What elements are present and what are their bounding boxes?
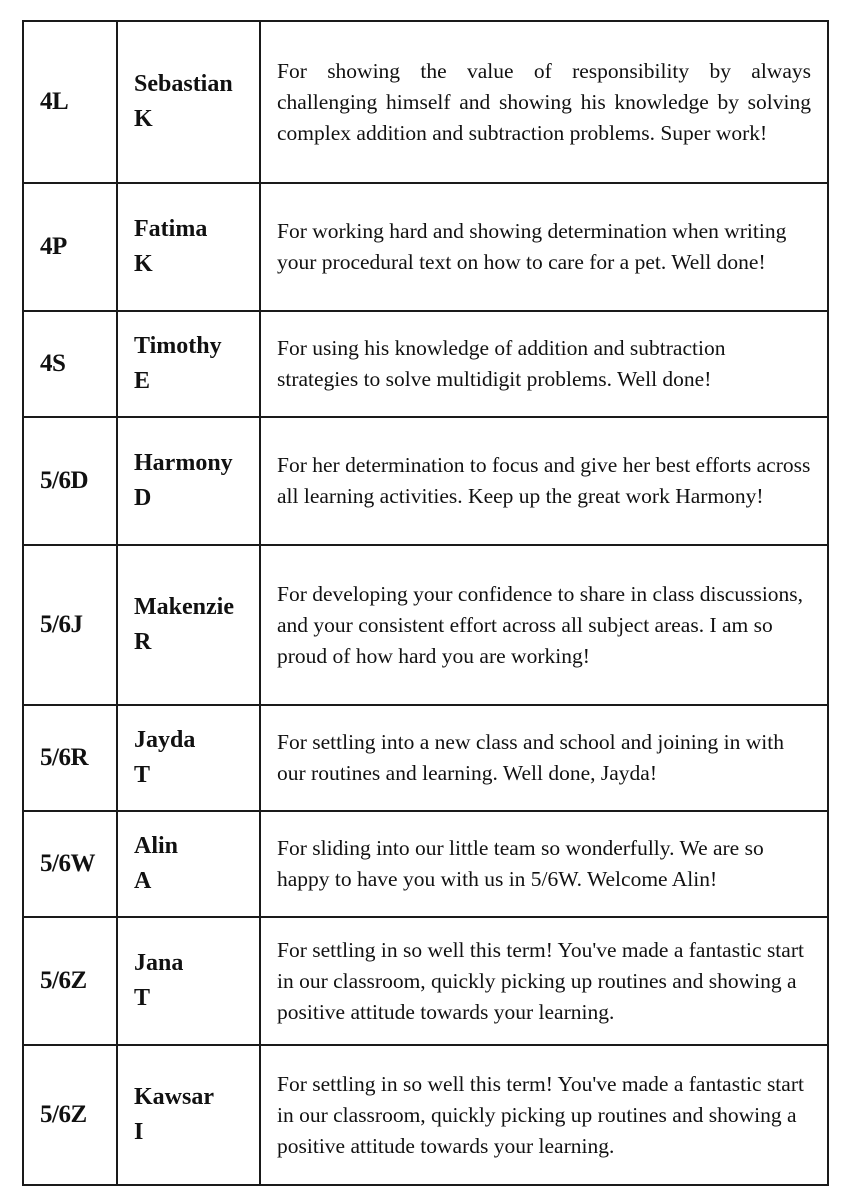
student-last-initial: A: [134, 868, 152, 894]
award-row: [23, 1045, 828, 1185]
student-last-initial: E: [134, 368, 151, 394]
award-reason-cell: For working hard and showing determination when writing your procedural text on how to care for a pet. Well done!: [260, 183, 828, 311]
award-row: [23, 21, 828, 183]
student-first-name: Fatima: [134, 216, 208, 242]
student-last-initial: T: [134, 985, 151, 1011]
award-reason-cell: For settling into a new class and school and joining in with our routines and learning. Well done, Jayda!: [260, 705, 828, 811]
student-first-name: Alin: [134, 833, 179, 859]
award-row: [23, 311, 828, 417]
student-name-cell: [117, 311, 260, 417]
award-reason-cell: For settling in so well this term! You've made a fantastic start in our classroom, quickly picking up routines and showing a positive attitude towards your learning.: [260, 917, 828, 1045]
student-name-cell: [117, 811, 260, 917]
award-row: [23, 705, 828, 811]
class-cell: 5/6Z: [23, 917, 117, 1045]
student-last-initial: K: [134, 106, 153, 132]
award-reason-cell: For using his knowledge of addition and subtraction strategies to solve multidigit problems. Well done!: [260, 311, 828, 417]
class-cell: 5/6R: [23, 705, 117, 811]
class-cell: 4L: [23, 21, 117, 183]
student-last-initial: D: [134, 485, 152, 511]
student-name-cell: [117, 21, 260, 183]
student-last-initial: K: [134, 251, 153, 277]
award-reason-cell: For developing your confidence to share in class discussions, and your consistent effort across all subject areas. I am so proud of how hard you are working!: [260, 545, 828, 705]
class-cell: 5/6W: [23, 811, 117, 917]
student-first-name: Kawsar: [134, 1084, 214, 1110]
student-name-cell: [117, 705, 260, 811]
student-first-name: Jana: [134, 950, 184, 976]
class-cell: 4S: [23, 311, 117, 417]
student-first-name: Harmony: [134, 450, 233, 476]
award-reason-cell: For her determination to focus and give her best efforts across all learning activities. Keep up the great work Harmony!: [260, 417, 828, 545]
student-name-cell: [117, 545, 260, 705]
award-row: [23, 545, 828, 705]
student-first-name: Jayda: [134, 727, 196, 753]
award-reason-cell: For showing the value of responsibility by always challenging himself and showing his knowledge by solving complex addition and subtraction problems. Super work!: [260, 21, 828, 183]
award-reason-cell: For sliding into our little team so wonderfully. We are so happy to have you with us in 5/6W. Welcome Alin!: [260, 811, 828, 917]
class-cell: 4P: [23, 183, 117, 311]
award-row: [23, 417, 828, 545]
student-first-name: Sebastian: [134, 71, 233, 97]
student-first-name: Makenzie: [134, 594, 234, 620]
student-last-initial: R: [134, 629, 152, 655]
award-row: [23, 811, 828, 917]
student-name-cell: [117, 417, 260, 545]
student-name-cell: [117, 917, 260, 1045]
class-cell: 5/6D: [23, 417, 117, 545]
student-name-cell: [117, 1045, 260, 1185]
class-cell: 5/6Z: [23, 1045, 117, 1185]
award-row: [23, 917, 828, 1045]
award-reason-cell: For settling in so well this term! You've made a fantastic start in our classroom, quickly picking up routines and showing a positive attitude towards your learning.: [260, 1045, 828, 1185]
student-name-cell: [117, 183, 260, 311]
awards-table: [22, 20, 829, 1186]
student-last-initial: T: [134, 762, 151, 788]
student-first-name: Timothy: [134, 333, 222, 359]
student-last-initial: I: [134, 1119, 144, 1145]
class-cell: 5/6J: [23, 545, 117, 705]
award-row: [23, 183, 828, 311]
